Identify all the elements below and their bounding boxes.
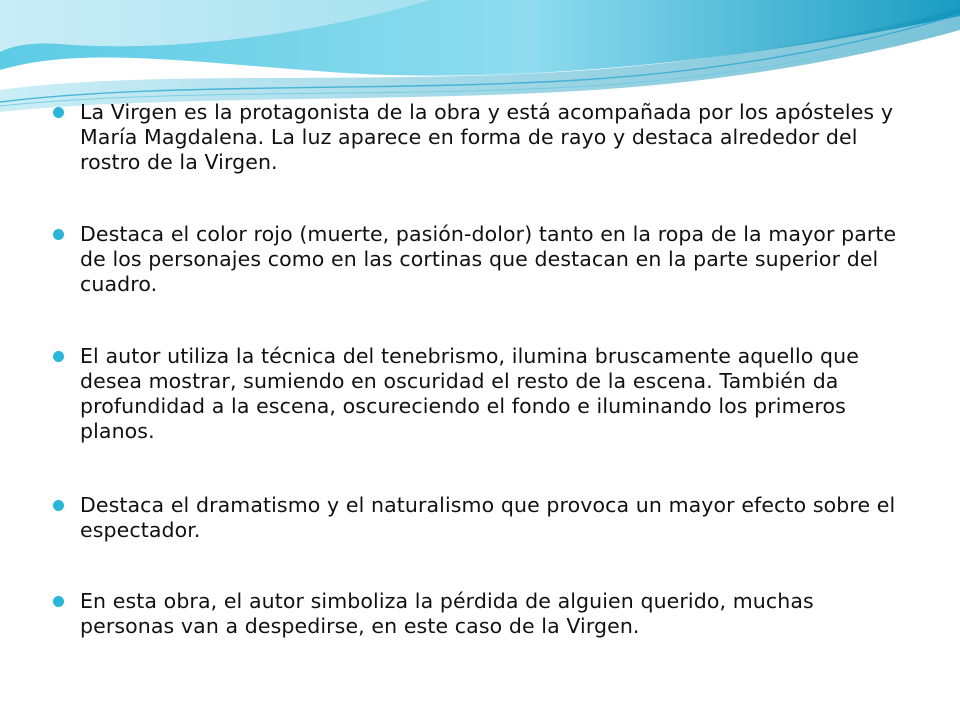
bullet-text: La Virgen es la protagonista de la obra y está acompañada por los apósteles y María Magdalena. La luz aparece en forma de rayo y destaca alrededor del rostro de la Virgen. [80, 100, 894, 174]
bullet-dot-icon [53, 351, 64, 362]
bullet-text: El autor utiliza la técnica del tenebrismo, ilumina bruscamente aquello que desea mostrar, sumiendo en oscuridad el resto de la escena. También da profundidad a la escena, oscureciendo el fondo e iluminando los primeros planos. [80, 344, 859, 443]
bullet-text: Destaca el dramatismo y el naturalismo que provoca un mayor efecto sobre el espectador. [80, 493, 896, 542]
bullet-dot-icon [53, 596, 64, 607]
bullet-text: En esta obra, el autor simboliza la pérdida de alguien querido, muchas personas van a despedirse, en este caso de la Virgen. [80, 589, 814, 638]
bullet-dot-icon [53, 229, 64, 240]
bullet-dot-icon [53, 107, 64, 118]
bullet-dot-icon [53, 500, 64, 511]
bullet-text: Destaca el color rojo (muerte, pasión-dolor) tanto en la ropa de la mayor parte de los personajes como en las cortinas que destacan en la parte superior del cuadro. [80, 222, 897, 296]
